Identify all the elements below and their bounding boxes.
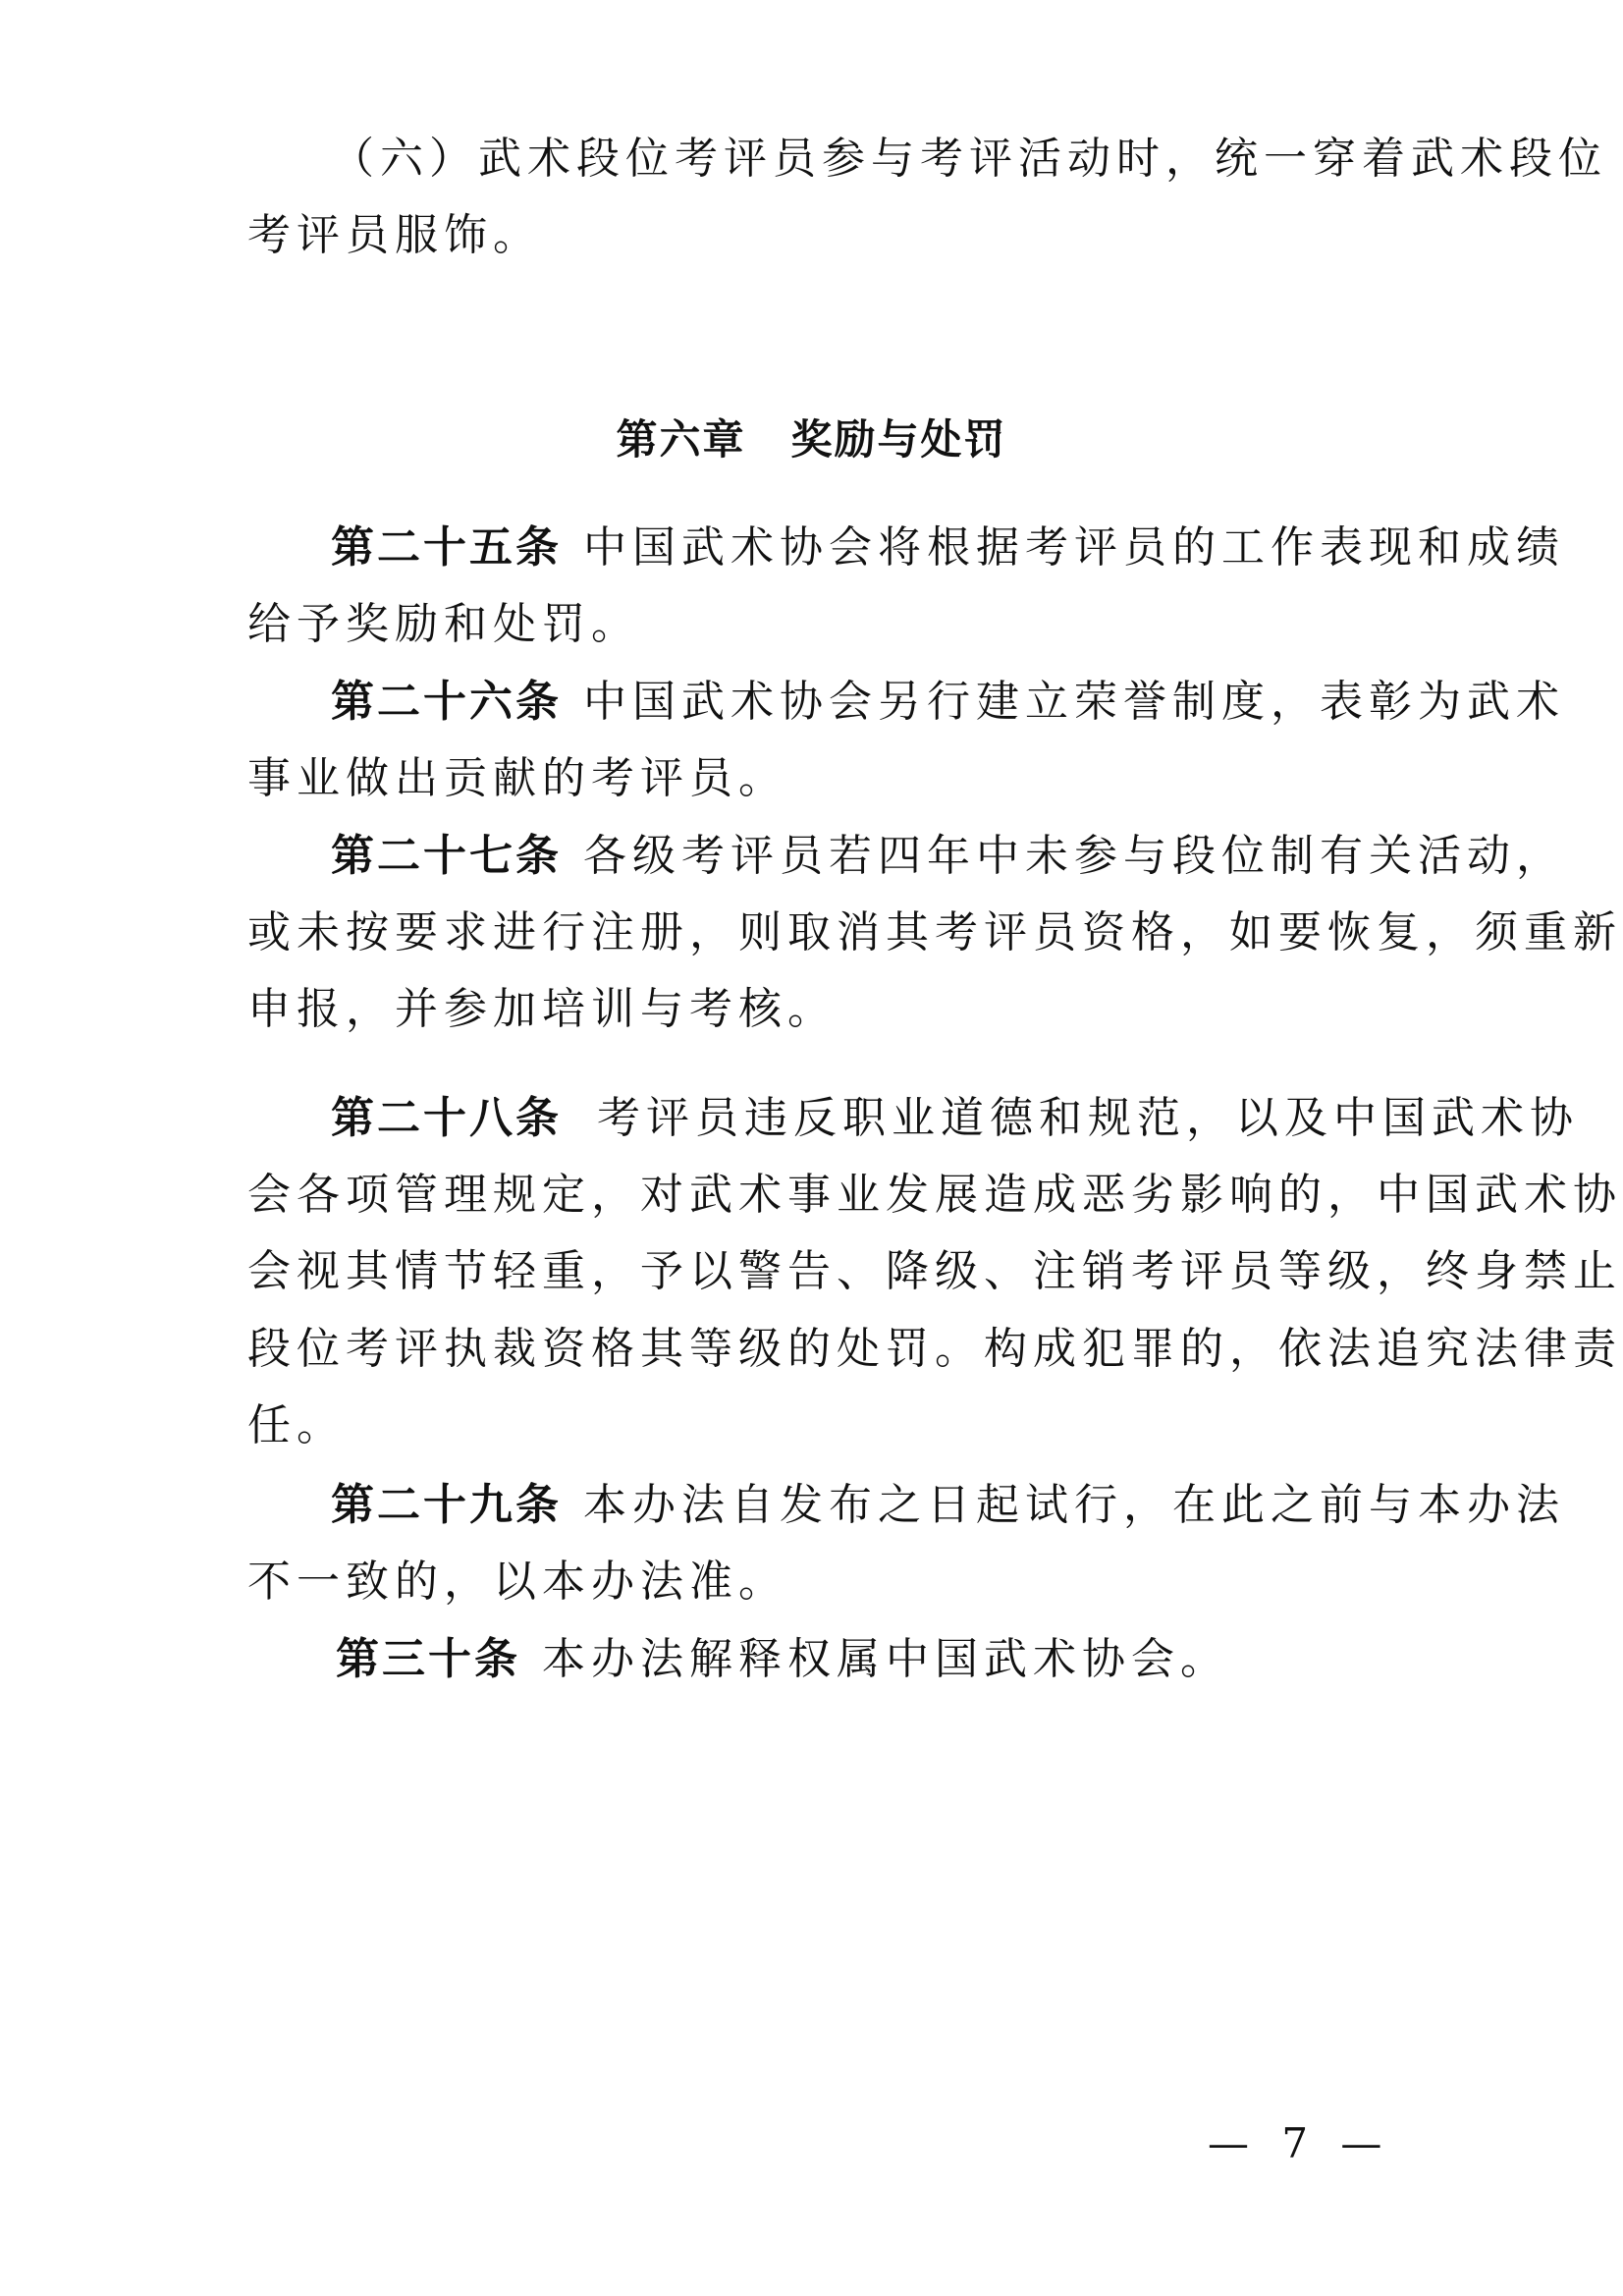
- article-25-label: 第二十五条: [331, 522, 562, 573]
- chapter-heading: [0, 412, 1623, 467]
- article-30-line-1: 第三十条 本办法解释权属中国武术协会。: [336, 1634, 1229, 1684]
- chapter-number: 第六章: [616, 415, 746, 464]
- article-28-line-2: 会各项管理规定，对武术事业发展造成恶劣影响的，中国武术协: [247, 1170, 1622, 1220]
- article-27-line-2: 或未按要求进行注册，则取消其考评员资格，如要恢复，须重新: [247, 907, 1622, 957]
- article-28-line-4: 段位考评执裁资格其等级的处罚。构成犯罪的，依法追究法律责: [247, 1324, 1622, 1374]
- article-28-label: 第二十八条: [331, 1093, 562, 1143]
- article-28-line-5: 任。: [247, 1400, 346, 1450]
- article-29-line-2: 不一致的，以本办法准。: [247, 1557, 787, 1607]
- article-29-label: 第二十九条: [331, 1480, 562, 1530]
- article-25-line-2: 给予奖励和处罚。: [247, 599, 640, 649]
- article-26-line-1: 第二十六条 中国武术协会另行建立荣誉制度，表彰为武术: [331, 677, 1565, 727]
- chapter-title: 奖励与处罚: [790, 415, 1007, 464]
- paragraph-6-line-2: 考评员服饰。: [247, 210, 542, 260]
- paragraph-6-line-1: （六）武术段位考评员参与考评活动时，统一穿着武术段位: [331, 134, 1607, 184]
- article-30-label: 第三十条: [336, 1634, 520, 1684]
- article-27-line-1: 第二十七条 各级考评员若四年中未参与段位制有关活动，: [331, 831, 1565, 881]
- article-28-line-1: 第二十八条 考评员违反职业道德和规范，以及中国武术协: [331, 1093, 1579, 1143]
- article-25-line-1: 第二十五条 中国武术协会将根据考评员的工作表现和成绩: [331, 522, 1565, 573]
- article-26-label: 第二十六条: [331, 677, 562, 727]
- article-29-line-1: 第二十九条 本办法自发布之日起试行，在此之前与本办法: [331, 1480, 1565, 1530]
- article-28-line-3: 会视其情节轻重，予以警告、降级、注销考评员等级，终身禁止: [247, 1246, 1622, 1296]
- article-27-label: 第二十七条: [331, 831, 562, 881]
- article-27-line-3: 申报，并参加培训与考核。: [247, 984, 837, 1034]
- article-26-line-2: 事业做出贡献的考评员。: [247, 753, 787, 803]
- page-number: — 7 —: [1208, 2119, 1392, 2167]
